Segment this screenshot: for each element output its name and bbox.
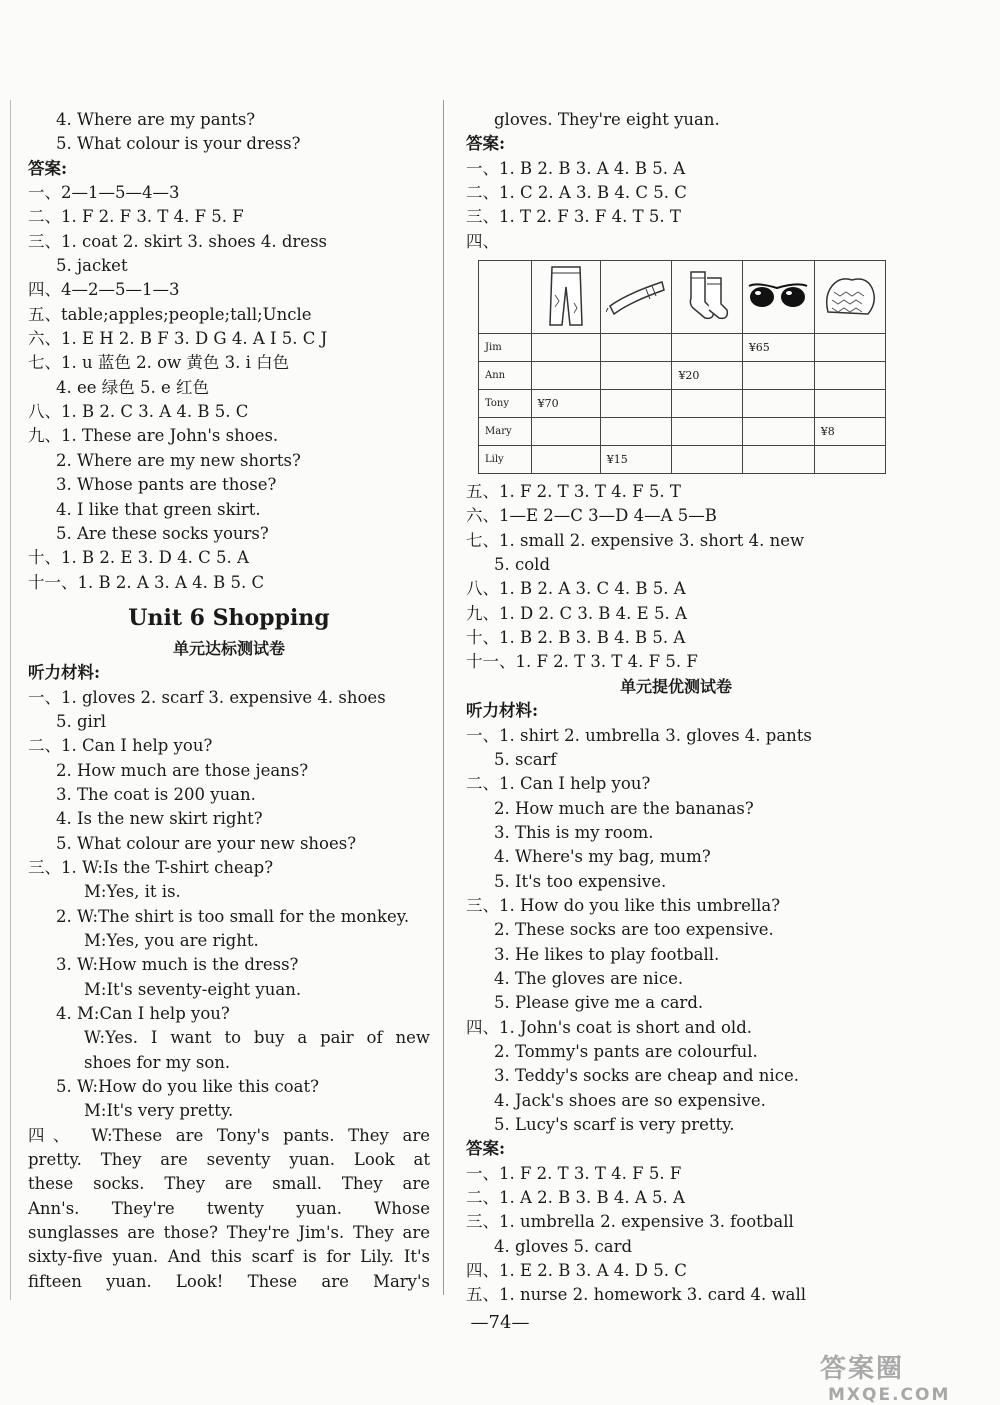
price-cell [600,390,672,418]
sunglasses-icon [742,261,814,334]
answer-line: 十一、1. B 2. A 3. A 4. B 5. C [28,572,265,592]
answer-line: 六、1—E 2—C 3—D 4—A 5—B [466,506,717,526]
listening-line: 3. Teddy's socks are cheap and nice. [494,1066,799,1086]
listening-line: 2. How much are the bananas? [494,798,754,818]
price-cell: ¥65 [742,334,814,362]
page-edge-line [10,100,11,1300]
question-line: 5. What colour is your dress? [56,134,301,154]
price-cell [742,362,814,390]
listening-line: 5. Lucy's scarf is very pretty. [494,1115,735,1134]
price-cell [531,362,600,390]
answer-line: 一、2—1—5—4—3 [28,183,180,203]
price-cell [531,334,600,362]
listening-line: 5. scarf [494,749,557,769]
answer-line: 五、table;apples;people;tall;Uncle [28,304,312,324]
answer-line: 五、1. nurse 2. homework 3. card 4. wall [466,1285,807,1305]
answer-line: 二、1. A 2. B 3. B 4. A 5. A [466,1188,685,1208]
listening-line: 三、1. W:Is the T-shirt cheap? [28,857,274,877]
listening-line: these socks. They are small. They are [28,1174,430,1194]
listening-line: M:It's very pretty. [84,1101,234,1121]
listening-line: 3. The coat is 200 yuan. [56,784,256,804]
table-row [479,390,886,418]
price-cell: ¥70 [531,390,600,418]
listening-line: M:Yes, it is. [84,882,181,902]
listening-line: 4. Is the new skirt right? [56,809,263,829]
answer-line: 三、1. umbrella 2. expensive 3. football [466,1212,794,1232]
scarf-icon [600,261,672,334]
table-header-row [479,261,886,334]
price-cell [814,446,885,474]
row-name: Lily [479,446,532,474]
listening-line: 2. Tommy's pants are colourful. [494,1041,758,1061]
answer-line: 5. Are these socks yours? [56,523,269,543]
listening-line: 4. M:Can I help you? [56,1004,230,1024]
price-cell [600,334,672,362]
answer-line: 九、1. These are John's shoes. [28,426,279,446]
listening-line: 一、1. gloves 2. scarf 3. expensive 4. shoes [28,687,386,707]
listening-line: 二、1. Can I help you? [466,774,651,794]
table-row [479,446,886,474]
answer-heading: 答案: [466,134,506,154]
price-cell [814,334,885,362]
table-row [479,334,886,362]
listening-line: 四、 W:These are Tony's pants. They are [28,1125,430,1145]
answer-line: 十一、1. F 2. T 3. T 4. F 5. F [466,652,698,672]
answer-line: 二、1. F 2. F 3. T 4. F 5. F [28,207,244,227]
pants-icon [531,261,600,334]
listening-line: fifteen yuan. Look! These are Mary's [28,1271,430,1291]
listening-line: 一、1. shirt 2. umbrella 3. gloves 4. pants [466,725,812,745]
row-name: Tony [479,390,532,418]
unit-title: Unit 6 Shopping [128,604,330,631]
column-divider [443,100,444,1295]
listening-line: 3. He likes to play football. [494,944,720,964]
price-cell [814,362,885,390]
answer-line: 八、1. B 2. C 3. A 4. B 5. C [28,402,249,422]
table-corner-cell [479,261,532,334]
price-table [478,260,886,474]
listening-line: 2. These socks are too expensive. [494,920,774,940]
price-cell [531,446,600,474]
price-cell [672,334,742,362]
price-cell [600,418,672,446]
listening-line: 3. W:How much is the dress? [56,955,299,975]
answer-line: 二、1. C 2. A 3. B 4. C 5. C [466,183,687,203]
answer-heading: 答案: [466,1139,506,1159]
listening-heading: 听力材料: [28,663,101,683]
price-cell [814,390,885,418]
answer-line: 四、1. E 2. B 3. A 4. D 5. C [466,1261,687,1281]
answer-line: 三、1. coat 2. skirt 3. shoes 4. dress [28,231,327,251]
price-cell [672,446,742,474]
listening-line: 2. W:The shirt is too small for the monkey. [56,906,410,926]
table-row [479,418,886,446]
watermark-text: 答案圈 [820,1354,905,1384]
answer-line: 3. Whose pants are those? [56,475,277,495]
test-title: 单元提优测试卷 [619,676,732,696]
price-cell: ¥20 [672,362,742,390]
page-number: —74— [470,1312,530,1333]
listening-line: 二、1. Can I help you? [28,736,213,756]
watermark-logo [820,1348,950,1405]
row-name: Jim [479,334,532,362]
price-cell [672,390,742,418]
listening-line: 4. Where's my bag, mum? [494,847,711,867]
listening-line: 5. girl [56,711,106,731]
test-title: 单元达标测试卷 [172,638,285,658]
listening-line: shoes for my son. [84,1052,231,1072]
answer-heading: 答案: [28,158,68,178]
answer-line: 一、1. B 2. B 3. A 4. B 5. A [466,158,686,178]
listening-line: 5. What colour are your new shoes? [56,833,357,853]
price-cell [742,446,814,474]
row-name: Mary [479,418,532,446]
listening-heading: 听力材料: [466,701,539,721]
listening-line: pretty. They are seventy yuan. Look at [28,1150,430,1170]
answer-line: 4. I like that green skirt. [56,499,261,519]
answer-line: 四、 [466,231,499,251]
listening-line: 5. W:How do you like this coat? [56,1077,319,1097]
answer-line: 4. ee 绿色 5. e 红色 [56,377,210,397]
answer-line: 4. gloves 5. card [494,1236,633,1256]
price-cell [672,418,742,446]
listening-line: 5. It's too expensive. [494,871,667,891]
answer-line: 十、1. B 2. E 3. D 4. C 5. A [28,548,249,568]
answer-line: 七、1. small 2. expensive 3. short 4. new [466,530,805,550]
listening-line: 3. This is my room. [494,822,654,842]
answer-line: 三、1. T 2. F 3. F 4. T 5. T [466,207,681,227]
listening-line: W:Yes. I want to buy a pair of new [84,1028,430,1048]
answer-line: 九、1. D 2. C 3. B 4. E 5. A [466,603,687,623]
listening-line: M:It's seventy-eight yuan. [84,979,302,999]
price-cell [600,362,672,390]
answer-line: 2. Where are my new shorts? [56,450,301,470]
price-cell [531,418,600,446]
price-cell: ¥15 [600,446,672,474]
listening-line: M:Yes, you are right. [84,931,259,950]
answer-line: 七、1. u 蓝色 2. ow 黄色 3. i 白色 [28,353,290,373]
listening-line: sixty-five yuan. And this scarf is for Lily. It's [28,1247,430,1267]
listening-line: Ann's. They're twenty yuan. Whose [28,1198,430,1218]
table-row [479,362,886,390]
right-column [466,108,886,1308]
listening-line: 四、1. John's coat is short and old. [466,1017,752,1037]
price-cell [742,418,814,446]
price-cell [742,390,814,418]
listening-line: gloves. They're eight yuan. [494,110,720,129]
answer-line: 六、1. E H 2. B F 3. D G 4. A I 5. C J [28,329,328,349]
watermark-url: MXQE.COM [828,1385,951,1405]
question-line: 4. Where are my pants? [56,110,256,129]
answer-line: 5. cold [494,555,551,575]
listening-line: sunglasses are those? They're Jim's. They are [28,1223,430,1243]
answer-line: 5. jacket [56,256,128,276]
listening-line: 4. Jack's shoes are so expensive. [494,1090,766,1110]
left-column [28,108,430,1294]
answer-line: 一、1. F 2. T 3. T 4. F 5. F [466,1163,682,1183]
listening-line: 三、1. How do you like this umbrella? [466,895,781,915]
answer-line: 八、1. B 2. A 3. C 4. B 5. A [466,579,686,599]
listening-line: 4. The gloves are nice. [494,968,684,988]
row-name: Ann [479,362,532,390]
answer-line: 五、1. F 2. T 3. T 4. F 5. T [466,482,681,502]
answer-line: 十、1. B 2. B 3. B 4. B 5. A [466,628,686,648]
listening-line: 2. How much are those jeans? [56,760,309,780]
answer-line: 四、4—2—5—1—3 [28,280,180,300]
listening-line: 5. Please give me a card. [494,993,704,1013]
gloves-icon [814,261,885,334]
socks-icon [672,261,742,334]
price-cell: ¥8 [814,418,885,446]
